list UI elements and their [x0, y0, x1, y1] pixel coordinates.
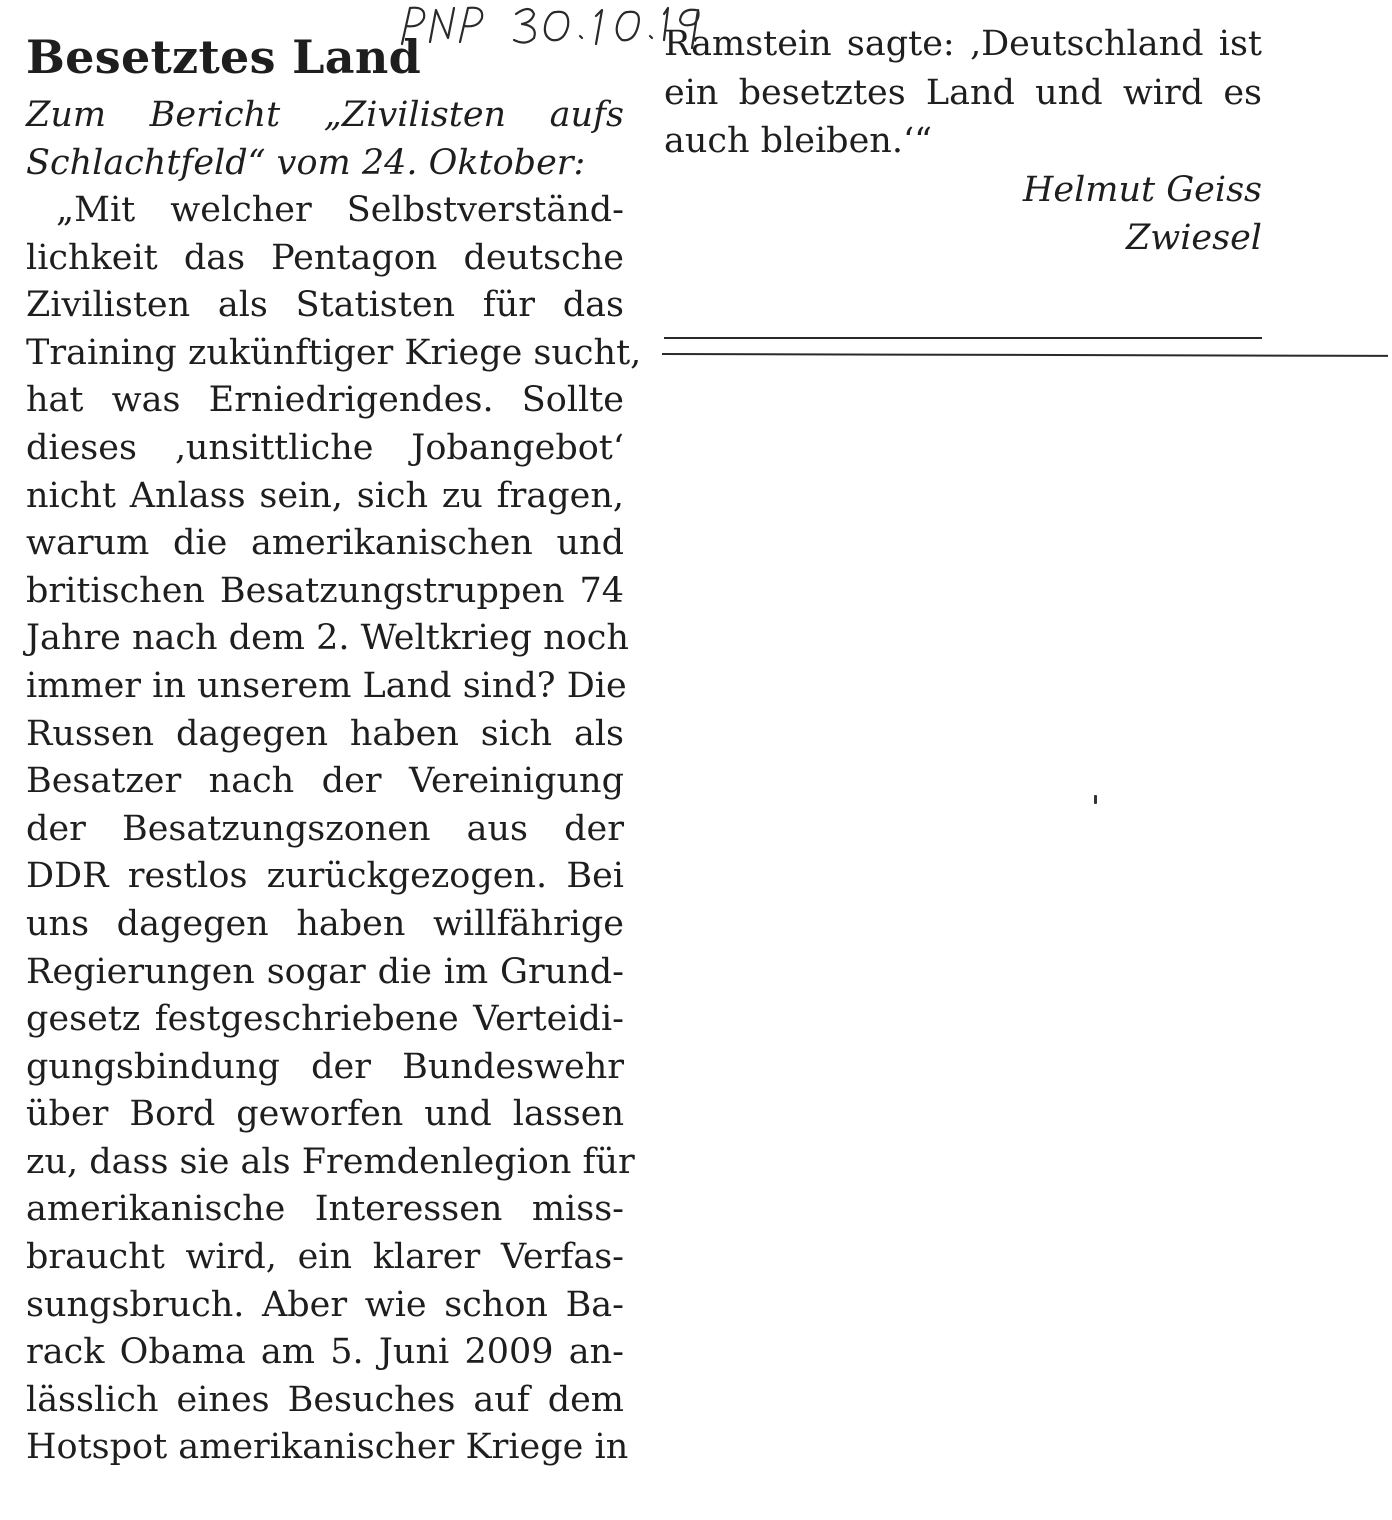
right-column — [664, 20, 1262, 263]
clipping-edge-line — [662, 353, 1388, 357]
lead-line: Schlachtfeld“ vom 24. Oktober: — [26, 142, 586, 183]
scan-speck — [1094, 795, 1097, 804]
continuation-line: ein besetztes Land und wird es — [664, 72, 1262, 113]
article-headline: Besetztes Land — [26, 30, 422, 84]
separator-rule — [664, 337, 1262, 339]
body-line: gesetz festgeschriebene Verteidi- — [26, 999, 624, 1040]
author-name: Helmut Geiss — [1022, 169, 1262, 210]
body-line: sungsbruch. Aber wie schon Ba- — [26, 1284, 624, 1325]
body-line: hat was Erniedrigendes. Sollte — [26, 380, 624, 421]
body-line: DDR restlos zurückgezogen. Bei — [26, 856, 624, 897]
body-line: Jahre nach dem 2. Weltkrieg noch — [26, 618, 629, 659]
body-line: Regierungen sogar die im Grund- — [26, 951, 624, 992]
author-signature — [664, 166, 1262, 263]
body-line: britischen Besatzungstruppen 74 — [26, 570, 624, 611]
body-line: Hotspot amerikanischer Kriege in — [26, 1427, 629, 1468]
body-line: dieses ‚unsittliche Jobangebot‘ — [26, 427, 624, 468]
author-location: Zwiesel — [1125, 218, 1262, 258]
body-line: über Bord geworfen und lassen — [26, 1094, 624, 1135]
left-column — [26, 22, 642, 1472]
article-body — [26, 187, 642, 1472]
body-line: warum die amerikanischen und — [26, 523, 624, 564]
body-line: der Besatzungszonen aus der — [26, 808, 624, 849]
continuation-line: auch bleiben.‘“ — [664, 121, 932, 161]
body-line: zu, dass sie als Fremdenlegion für — [26, 1141, 635, 1182]
continuation-line: Ramstein sagte: ‚Deutschland ist — [664, 24, 1262, 64]
body-line: „Mit welcher Selbstverständ- — [56, 190, 624, 230]
body-line: Russen dagegen haben sich als — [26, 713, 624, 754]
body-line: Besatzer nach der Vereinigung — [26, 761, 624, 802]
body-line: immer in unserem Land sind? Die — [26, 665, 627, 706]
article-continuation — [664, 20, 1262, 166]
body-line: amerikanische Interessen miss- — [26, 1189, 624, 1230]
body-line: Zivilisten als Statisten für das — [26, 285, 624, 326]
body-line: uns dagegen haben willfährige — [26, 903, 624, 944]
body-line: rack Obama am 5. Juni 2009 an- — [26, 1332, 624, 1373]
body-line: Training zukünftiger Kriege sucht, — [26, 332, 642, 373]
body-line: gungsbindung der Bundeswehr — [26, 1046, 624, 1087]
article-lead — [26, 92, 624, 187]
body-line: nicht Anlass sein, sich zu fragen, — [26, 475, 624, 516]
lead-line: Zum Bericht „Zivilisten aufs — [26, 95, 624, 135]
body-line: lichkeit das Pentagon deutsche — [26, 237, 624, 278]
body-line: lässlich eines Besuches auf dem — [26, 1379, 624, 1420]
body-line: braucht wird, ein klarer Verfas- — [26, 1237, 624, 1278]
